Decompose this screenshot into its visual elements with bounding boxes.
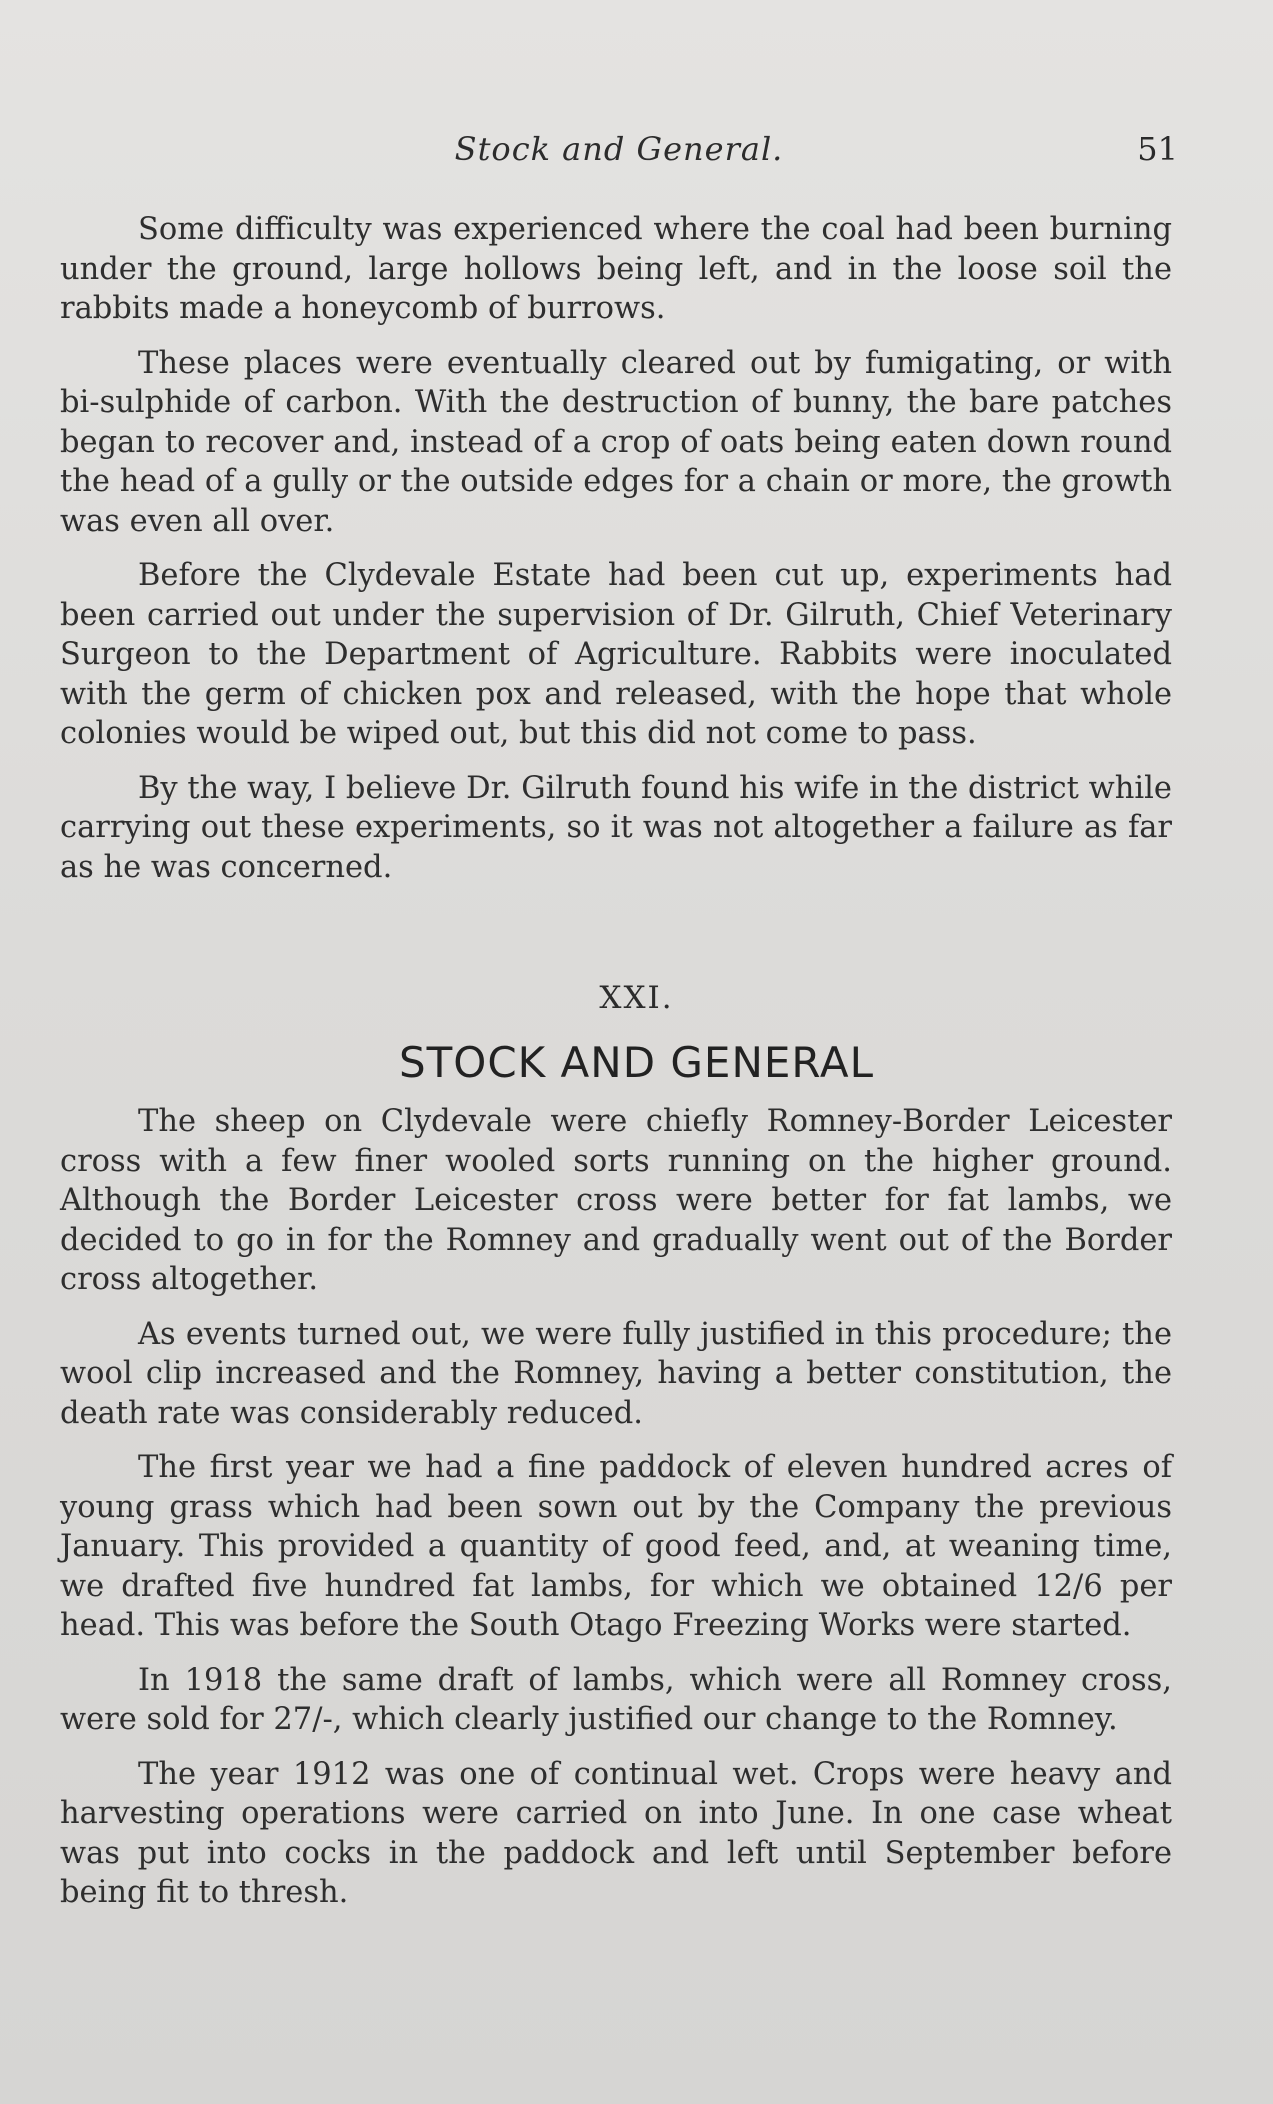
running-title: Stock and General.: [454, 130, 784, 168]
paragraph: By the way, I believe Dr. Gilruth found his wife in the district while carrying out these experiments, so it was not altogether a failure as far as he was concerned.: [60, 770, 1172, 885]
chapter-title: STOCK AND GENERAL: [398, 1038, 875, 1087]
paragraph: In 1918 the same draft of lambs, which were all Romney cross, were sold for 27/-, which clearly justified our change to the Romney.: [60, 1662, 1172, 1737]
paragraph: The first year we had a fine paddock of eleven hundred acres of young grass which had been sown out by the Company the previous January. This provided a quantity of good feed, and, at weaning time, we drafted five hundred fat lambs, for which we obtained 12/6 per head. This was before the South Otago Freezing Works were started.: [60, 1450, 1172, 1643]
paragraph: Some difficulty was experienced where the coal had been burning under the ground, large hollows being left, and in the loose soil the rabbits made a honeycomb of burrows.: [60, 212, 1172, 326]
section-two-text: [60, 1102, 1172, 1928]
chapter-number: XXI.: [599, 980, 674, 1016]
paragraph: The sheep on Clydevale were chiefly Romney-Border Leicester cross with a few finer wooled sorts running on the higher ground. Although the Border Leicester cross were better for fat lambs, we decided to go in for the Romney and gradually went out of the Border cross altogether.: [60, 1104, 1172, 1297]
section-one-text: [60, 210, 1172, 902]
running-header: [60, 130, 1178, 174]
paragraph: The year 1912 was one of continual wet. Crops were heavy and harvesting operations were carried on into June. In one case wheat was put into cocks in the paddock and left until September before being fit to thresh.: [60, 1756, 1172, 1910]
page-number: 51: [1137, 130, 1178, 168]
paragraph: As events turned out, we were fully justified in this procedure; the wool clip increased and the Romney, having a better constitution, the death rate was considerably reduced.: [60, 1316, 1172, 1431]
paragraph: Before the Clydevale Estate had been cut up, experiments had been carried out under the supervision of Dr. Gilruth, Chief Veterinary Surgeon to the Department of Agriculture. Rabbits were inoculated with the germ of chicken pox and released, with the hope that whole colonies would be wiped out, but this did not come to pass.: [60, 558, 1172, 751]
paragraph: These places were eventually cleared out by fumigating, or with bi-sulphide of carbon. With the destruction of bunny, the bare patches began to recover and, instead of a crop of oats being eaten down round the head of a gully or the outside edges for a chain or more, the growth was even all over.: [60, 345, 1172, 539]
